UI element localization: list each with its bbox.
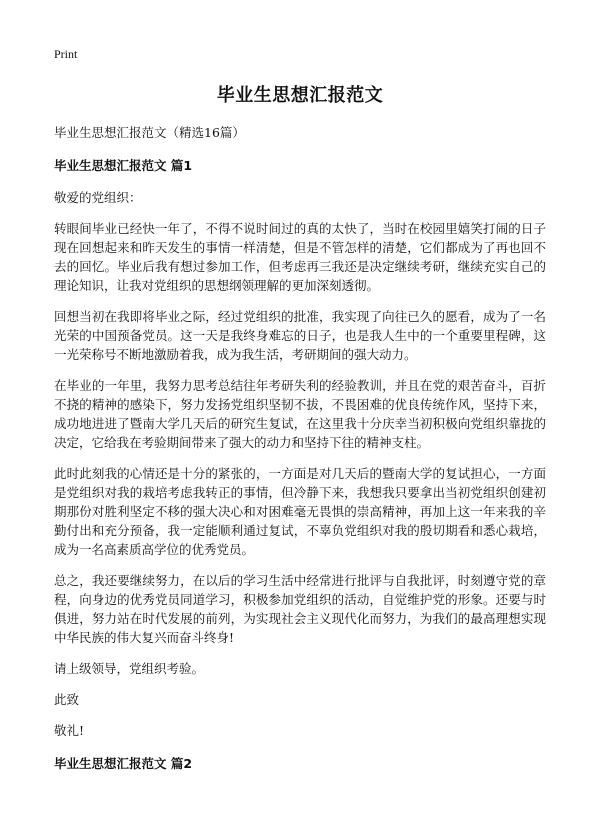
closing-regards: 敬礼! <box>54 723 85 738</box>
print-link[interactable]: Print <box>54 47 78 61</box>
paragraph-4: 此时此刻我的心情还是十分的紧张的，一方面是对几天后的暨南大学的复试担心，一方面是党组织对我的栽培考虑我转正的事情，但冷静下来，我想我只要拿出当初党组织创建初期那份对胜利坚定不移的强大决心和对困难毫无畏惧的崇高精神，再加上这一年来我的辛勤付出和充分预备，我一定能顺利通过复试，不辜负党组织对我的殷切期看和悉心栽培，成为一名高素质高学位的优秀党员。 <box>54 466 546 557</box>
section-heading-1: 毕业生思想汇报范文 篇1 <box>54 158 193 173</box>
paragraph-6: 请上级领导，党组织考验。 <box>54 661 205 676</box>
paragraph-3: 在毕业的一年里，我努力思考总结往年考研失利的经验教训，并且在党的艰苦奋斗，百折不挠的精神的感染下，努力发扬党组织坚韧不拔，不畏困难的优良传统作风，坚持下来，成功地进进了暨南大学几天后的研究生复试，在这里我十分庆幸当初积极向党组织靠拢的决定，它给我在考验期间带来了强大的动力和坚持下往的精神支柱。 <box>54 378 546 450</box>
paragraph-5: 总之，我还要继续努力，在以后的学习生活中经常进行批评与自我批评，时刻遵守党的章程，向身边的优秀党员同道学习，积极参加党组织的活动，自觉维护党的形象。还要与时俱进，努力站在时代发展的前列，为实现社会主义现代化而努力，为我们的最高理想实现中华民族的伟大复兴而奋斗终身! <box>54 573 546 645</box>
paragraph-2: 回想当初在我即将毕业之际，经过党组织的批准，我实现了向往已久的愿看，成为了一名光荣的中国预备党员。这一天是我终身难忘的日子，也是我人生中的一个重要里程碑，这一光荣称号不断地激励着我，成为我生活，考研期间的强大动力。 <box>54 309 546 362</box>
document-title: 毕业生思想汇报范文 <box>216 85 384 106</box>
closing-salutation: 此致 <box>54 692 80 707</box>
greeting: 敬爱的党组织： <box>54 190 142 205</box>
section-heading-2: 毕业生思想汇报范文 篇2 <box>54 756 193 771</box>
paragraph-1: 转眼间毕业已经快一年了，不得不说时间过的真的太快了，当时在校园里嬉笑打闹的日子现在回想起来和昨天发生的事情一样清楚，但是不管怎样的清楚，它们都成为了再也回不去的回忆。毕业后我有想过参加工作，但考虑再三我还是决定继续考研，继续充实自己的理论知识，让我对党组织的思想纲领理解的更加深刻透彻。 <box>54 221 546 293</box>
document-subtitle: 毕业生思想汇报范文（精选16篇） <box>54 125 245 140</box>
